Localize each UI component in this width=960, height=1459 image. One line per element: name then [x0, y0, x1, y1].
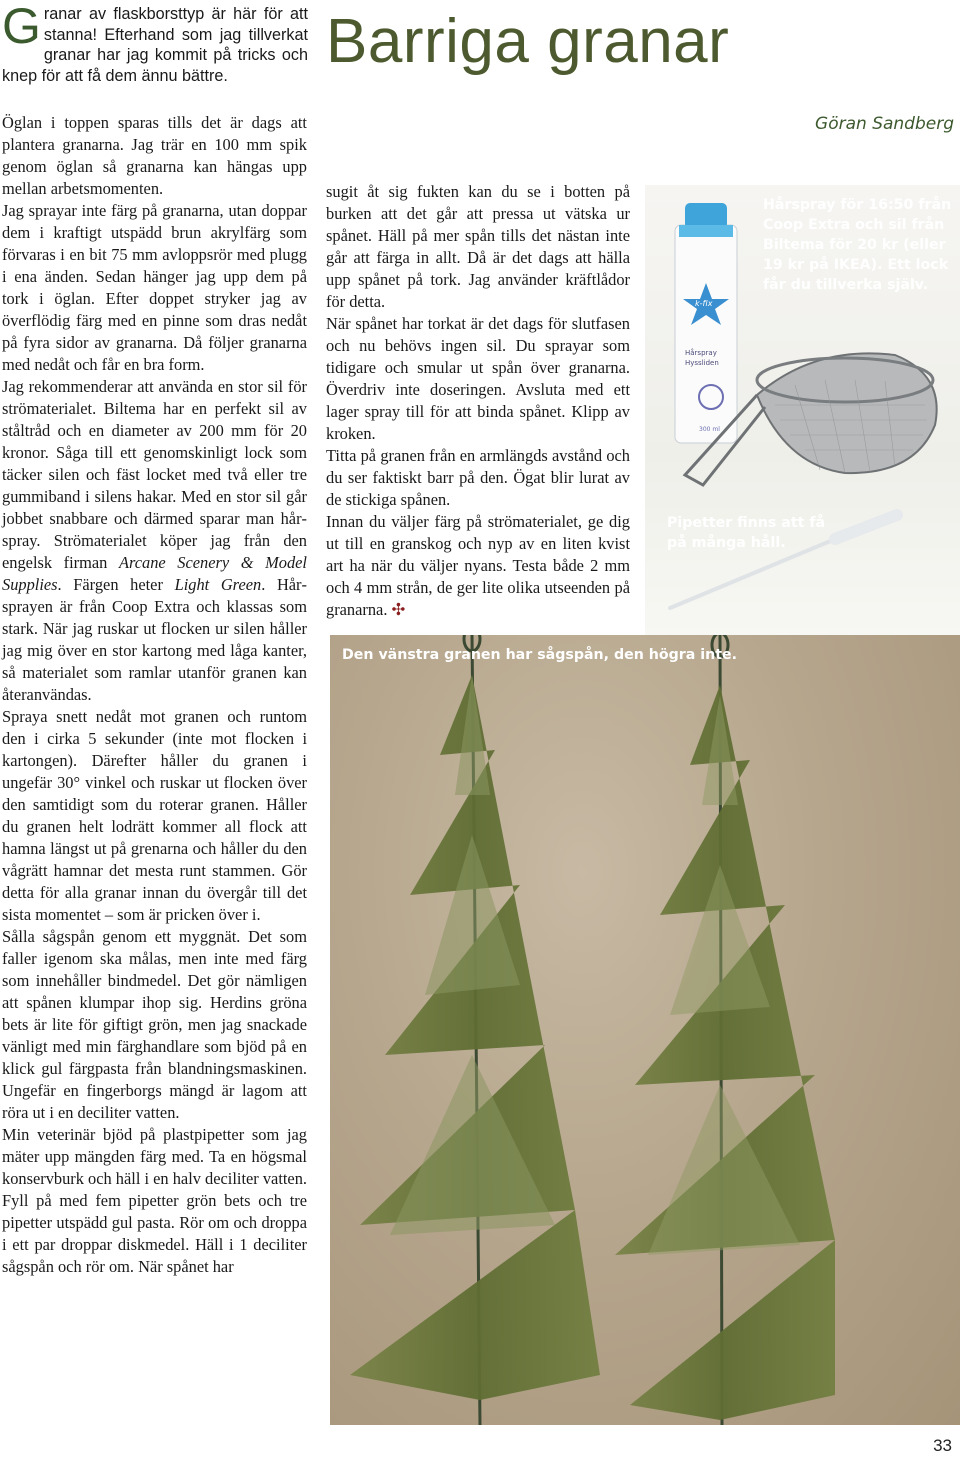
pipette-caption: Pipetter finns att få på många håll. — [667, 515, 826, 551]
paragraph: Öglan i toppen sparas tills det är dags att plantera granarna. Jag trär en 100 mm spik genom öglan så granarna kan hängas upp mellan arbetsmomenten. — [2, 113, 307, 198]
intro-text: ranar av flaskborsttyp är här för att stanna! Efterhand som jag tillverkat granar har jag kommit på tricks och knep för att få dem ännu bättre. — [2, 5, 308, 85]
can-brand: k-fix — [695, 299, 713, 308]
intro-paragraph — [2, 0, 308, 86]
paragraph: sugit åt sig fukten kan du se i botten på burken att det går att pressa ut vätska ur spånet. Häll på mer spån tills det nästan inte går att färga in allt. Då är det dags att hälla upp spånet på tork. Jag använder kräftlådor för detta. — [326, 182, 630, 311]
can-volume: 300 ml — [699, 426, 720, 433]
trees-caption: Den vänstra granen har sågspån, den högra inte. — [342, 647, 738, 663]
paragraph: Jag sprayar inte färg på granarna, utan doppar dem i kraftigt utspädd brun akrylfärg som förvaras i en bit 75 mm avloppsrör med plugg i ena änden. Sedan hänger jag upp dem på tork i öglan. Efter doppet stryker jag av överflödig färg med en pinne som dras nedåt på fyra sidor av granarna. Då följer granarna med nedåt och får en bra form. — [2, 201, 307, 374]
text-column-left — [2, 112, 307, 1278]
hairspray-can-icon — [675, 203, 737, 443]
paragraph: Jag rekommenderar att använda en stor sil för strömaterialet. Biltema har en perfekt sil av ståltråd och en diameter av 200 mm för 20 kronor. Såga till ett genomskinligt lock som täcker silen och fäst locket med två eller tre gummiband i silens hakar. Med en stor sil går jobbet snabbare och därmed sparar man hårspray. Strömaterialet köper jag från den engelsk firman Arcane Scenery & Model Supplies. Färgen heter Light Green. Hårsprayen är från Coop Extra och klassas som stark. När jag ruskar ut flocken ur silen håller jag mig över en stor kartong med låga kanter, så materialet som ramlar utanför granen kan återanvändas. — [2, 377, 307, 704]
can-label-2: Hyssliden — [685, 359, 719, 367]
page-number: 33 — [933, 1436, 952, 1455]
can-label-1: Hårspray — [685, 349, 717, 357]
drop-cap: G — [2, 0, 41, 54]
end-mark-icon: ✣ — [391, 600, 406, 619]
paragraph: När spånet har torkat är det dags för slutfasen och nu behövs ingen sil. Du sprayar som tidigare och smular ut spån över granarna. Överdriv inte doseringen. Avsluta med ett lager spray till för att binda spånet. Klipp av kroken. — [326, 314, 630, 443]
left-tree-icon — [350, 635, 600, 1425]
product-photo — [645, 185, 960, 635]
hairspray-caption: Hårspray för 16:50 från Coop Extra och sil från Biltema för 20 kr (eller 19 kr på IKEA). Ett lock får du tillverka själv. — [763, 197, 952, 293]
paragraph: Spraya snett nedåt mot granen och runtom den i cirka 5 sekunder (inte mot flocken i kartongen). Därefter håller du granen i ungefär 30° vinkel och ruskar ut flocken över den samtidigt som du roterar granen. Håller du granen helt lodrätt kommer all flock att hamna längst ut på grenarna och håller du den vågrätt hamnar det mesta runt stammen. Gör detta för alla granar innan du övergår till det sista momentet – som är pricken över i. — [2, 707, 307, 924]
trees-photo-art — [330, 635, 960, 1425]
paragraph: Min veterinär bjöd på plastpipetter som jag mäter upp mängden färg med. Ta en högsmal konservburk och häll i en halv deciliter vatten. Fyll på med fem pipetter grön bets och tre pipetter utspädd gul pasta. Rör om och droppa i ett par droppar diskmedel. Häll i 1 deciliter sågspån och rör om. När spånet har — [2, 1125, 307, 1276]
article-title: Barriga granar — [326, 7, 730, 76]
paragraph: Titta på granen från en armlängds avstånd och du ser faktiskt barr på den. Ögat blir lurat av de stickiga spånen. — [326, 446, 630, 509]
paragraph: Sålla sågspån genom ett myggnät. Det som faller igenom ska målas, men inte med färg som innehåller bindmedel. Det gör nämligen att spånen klumpar ihop sig. Herdins gröna bets är lite för giftigt grön, men jag snackade vänligt med min färghandlare som bjöd på en klick gul färgpasta från blandningsmaskinen. Ungefär en fingerborgs mängd är lagom att röra ut i en deciliter vatten. — [2, 927, 307, 1122]
author-byline: Göran Sandberg — [815, 114, 954, 134]
company-name: Arcane Scenery & Model Supplies — [2, 553, 307, 594]
trees-photo — [330, 635, 960, 1425]
right-tree-icon — [615, 635, 835, 1425]
color-name: Light Green — [174, 575, 262, 594]
text-column-middle — [326, 181, 630, 621]
paragraph: Innan du väljer färg på strömaterialet, ge dig ut till en granskog och nyp av en liten kvist art ha när du väljer nyans. Testa både 2 mm och 4 mm strån, de ger lite olika utseenden på granarna. ✣ — [326, 512, 630, 619]
